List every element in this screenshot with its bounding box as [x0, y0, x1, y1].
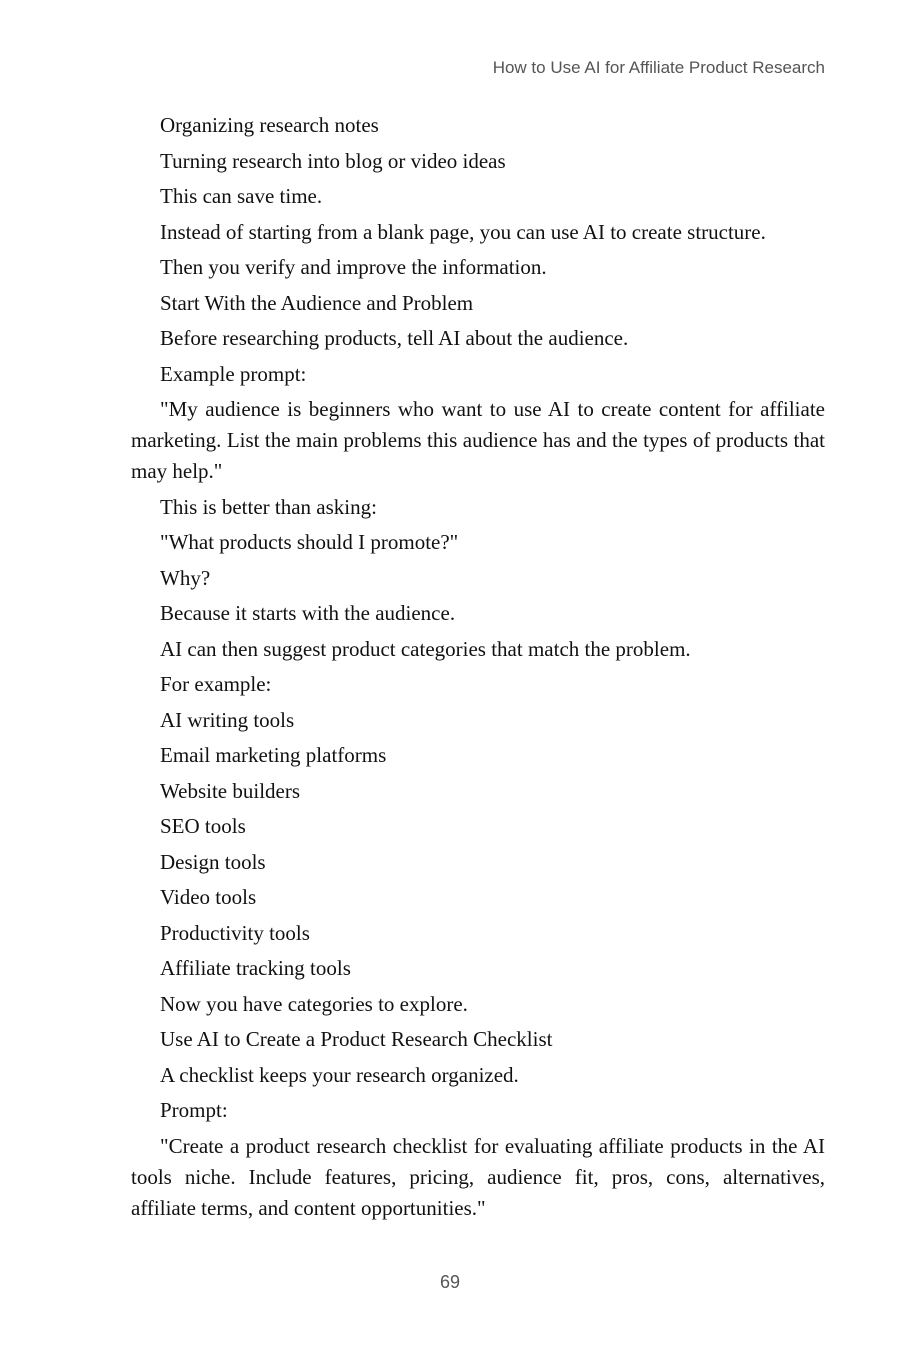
section-heading: Start With the Audience and Problem — [160, 290, 474, 315]
paragraph: Before researching products, tell AI about the audience. — [160, 326, 629, 350]
list-item: Website builders — [160, 778, 301, 803]
paragraph: Turning research into blog or video ideas — [160, 148, 506, 173]
paragraph: For example: — [160, 672, 272, 696]
section-heading: Use AI to Create a Product Research Checklist — [160, 1027, 553, 1051]
page-body — [131, 110, 825, 1228]
page-number: 69 — [439, 1272, 461, 1292]
list-item: Affiliate tracking tools — [160, 956, 351, 980]
list-item: Email marketing platforms — [160, 743, 387, 767]
checklist-prompt-quote: "Create a product research checklist for evaluating affiliate products in the AI tools niche. Include features, pricing, audience fit, pros, cons, alternatives, affiliate terms, and content opportunities." — [131, 1133, 825, 1220]
paragraph: Then you verify and improve the information. — [160, 255, 547, 279]
running-header: How to Use AI for Affiliate Product Research — [492, 58, 825, 77]
list-item: SEO tools — [160, 814, 246, 838]
list-item: Productivity tools — [160, 920, 310, 945]
list-item: Video tools — [160, 885, 257, 909]
paragraph: This is better than asking: — [160, 494, 377, 519]
paragraph: Example prompt: — [160, 361, 307, 386]
quote: "What products should I promote?" — [160, 530, 459, 554]
paragraph: Because it starts with the audience. — [160, 601, 456, 625]
paragraph: This can save time. — [160, 184, 323, 208]
paragraph: Instead of starting from a blank page, you can use AI to create structure. — [160, 219, 766, 244]
paragraph: Prompt: — [160, 1098, 228, 1122]
example-prompt-quote: "My audience is beginners who want to use AI to create content for affiliate marketing. List the main problems this audience has and the types of products that may help." — [131, 397, 825, 483]
paragraph: Why? — [160, 565, 211, 590]
paragraph: A checklist keeps your research organized. — [160, 1062, 519, 1087]
list-item: Design tools — [160, 849, 266, 874]
list-item: AI writing tools — [160, 707, 295, 732]
paragraph: AI can then suggest product categories that match the problem. — [160, 636, 691, 661]
paragraph: Now you have categories to explore. — [160, 991, 468, 1016]
paragraph: Organizing research notes — [160, 113, 379, 137]
